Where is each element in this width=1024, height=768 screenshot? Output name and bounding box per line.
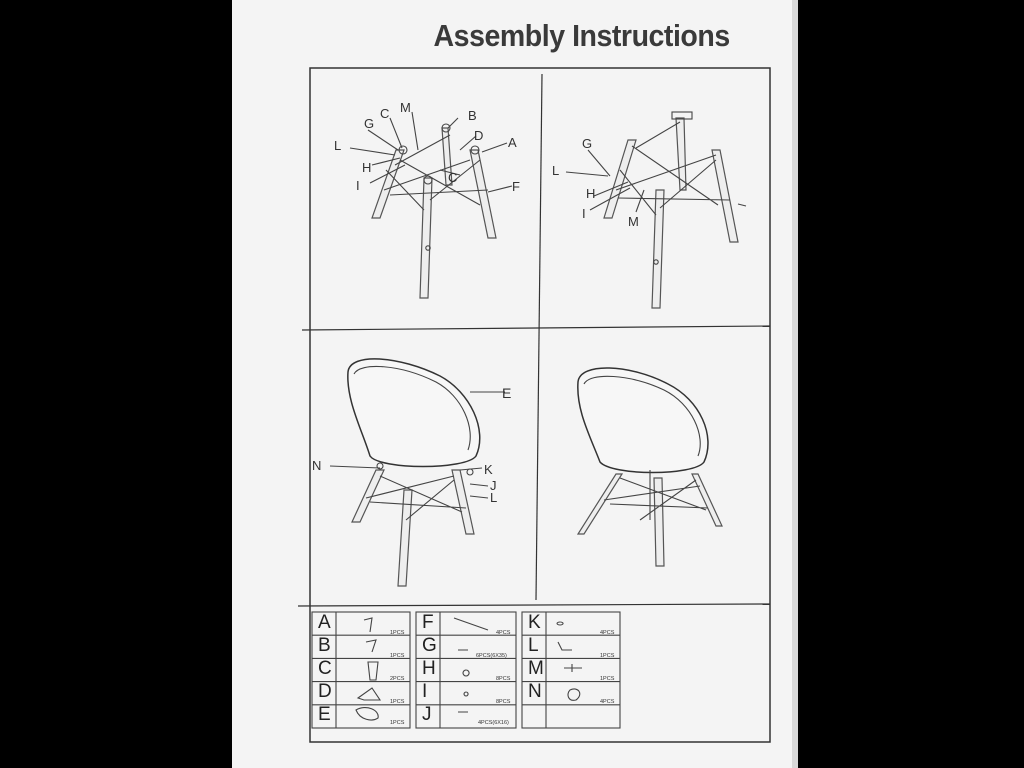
- label-j: J: [490, 478, 497, 493]
- label-l-3: L: [490, 490, 498, 505]
- part-letter-d: D: [318, 681, 332, 702]
- divider-horizontal-1: [302, 326, 770, 330]
- part-icons-col2: [454, 618, 488, 712]
- leg-front-2: [652, 190, 664, 308]
- part-qty-l: 1PCS: [600, 653, 615, 659]
- seat-shell: [348, 359, 480, 467]
- panel-base-assembled: [552, 112, 746, 308]
- label-i: I: [356, 178, 360, 193]
- leg-right: [470, 150, 496, 238]
- part-qty-k: 4PCS: [600, 630, 615, 636]
- part-letter-i: I: [422, 681, 428, 702]
- part-qty-e: 1PCS: [390, 720, 405, 726]
- panel-finished-chair: [578, 368, 722, 566]
- label-i-2: I: [582, 206, 586, 221]
- part-qty-c: 2PCS: [390, 676, 405, 682]
- parts-table: [312, 612, 620, 728]
- leg-front: [420, 178, 432, 298]
- part-icons-col3: [557, 622, 582, 700]
- part-letter-g: G: [422, 635, 437, 656]
- label-k: K: [484, 462, 493, 477]
- part-letter-m: M: [528, 658, 544, 679]
- part-letter-l: L: [528, 635, 539, 656]
- label-e: E: [502, 385, 512, 401]
- part-qty-f: 4PCS: [496, 630, 511, 636]
- label-c: C: [380, 106, 390, 121]
- part-qty-n: 4PCS: [600, 699, 615, 705]
- label-m: M: [400, 100, 411, 115]
- panel-seat-exploded: [312, 359, 511, 586]
- part-qty-m: 1PCS: [600, 676, 615, 682]
- part-letter-k: K: [528, 612, 541, 633]
- label-l: L: [334, 138, 342, 153]
- part-letter-e: E: [318, 704, 331, 725]
- label-h-2: H: [586, 186, 596, 201]
- part-qty-h: 8PCS: [496, 676, 511, 682]
- divider-horizontal-2: [298, 604, 770, 606]
- part-qty-a: 1PCS: [390, 630, 405, 636]
- label-n: N: [312, 458, 322, 473]
- part-letter-n: N: [528, 681, 542, 702]
- finished-seat: [578, 368, 708, 473]
- part-letter-f: F: [422, 612, 434, 633]
- part-letter-j: J: [422, 704, 432, 725]
- part-letter-h: H: [422, 658, 436, 679]
- divider-vertical: [536, 74, 542, 600]
- label-h: H: [362, 160, 372, 175]
- label-d: D: [474, 128, 484, 143]
- part-qty-j: 4PCS(6X16): [478, 720, 509, 726]
- part-letter-a: A: [318, 612, 331, 633]
- part-qty-i: 8PCS: [496, 699, 511, 705]
- label-g-2: G: [582, 136, 593, 151]
- part-qty-b: 1PCS: [390, 653, 405, 659]
- leg-left-2: [604, 140, 636, 218]
- part-qty-g: 6PCS(6X35): [476, 653, 507, 659]
- part-qty-d: 1PCS: [390, 699, 405, 705]
- label-g: G: [364, 116, 375, 131]
- label-m-2: M: [628, 214, 639, 229]
- leg-right-2: [712, 150, 738, 242]
- part-letter-c: C: [318, 658, 332, 679]
- panel-base-exploded: [334, 100, 520, 298]
- label-c-2: C: [448, 170, 458, 185]
- part-letter-b: B: [318, 635, 331, 656]
- label-a: A: [508, 135, 517, 150]
- label-b: B: [468, 108, 477, 123]
- label-l-2: L: [552, 163, 560, 178]
- page-title: Assembly Instructions: [433, 18, 730, 53]
- label-f: F: [512, 179, 520, 194]
